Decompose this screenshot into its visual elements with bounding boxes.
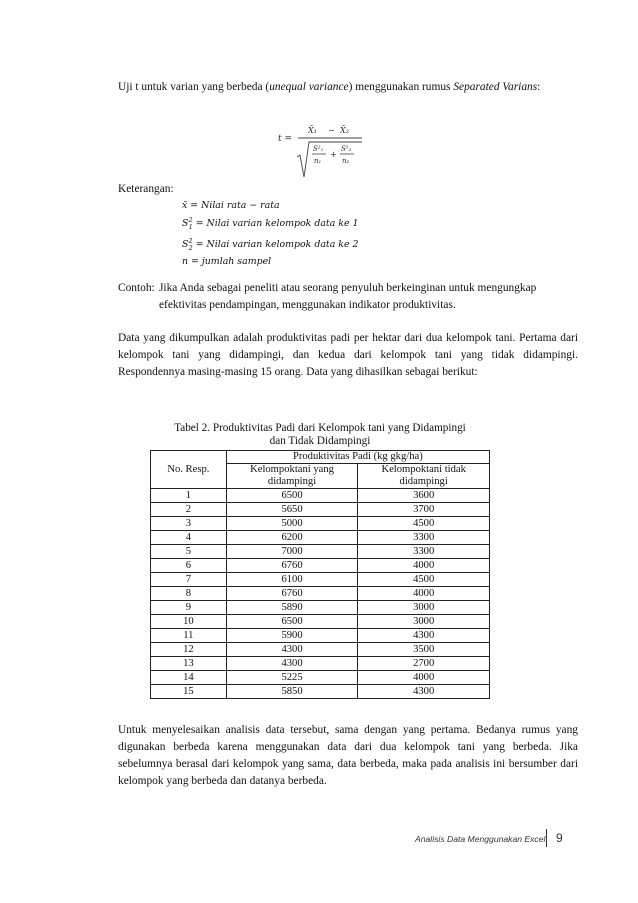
formula-n1: n₁ <box>314 157 322 165</box>
formula-sqrt-sign <box>297 142 362 177</box>
table-row: 11 5900 4300 <box>151 629 490 643</box>
table-row: 2 5650 3700 <box>151 503 490 517</box>
contoh-line-1: Jika Anda sebagai peneliti atau seorang penyuluh berkeinginan untuk mengungkap <box>159 282 537 294</box>
header-no-resp: No. Resp. <box>151 451 227 489</box>
header-productivity-group: Produktivitas Padi (kg gkg/ha) <box>226 451 489 464</box>
paragraph-data-description: Data yang dikumpulkan adalah produktivitas padi per hektar dari dua kelompok tani. Pertama dari kelompok tani yang didampingi, dan kedua dari kelompok tani yang tidak didampingi. Respondennya masing-masing 15 orang. Data yang dihasilkan sebagai berikut: <box>118 332 578 379</box>
productivity-table <box>150 450 490 699</box>
formula-lhs: t = <box>278 134 293 144</box>
table-row: 10 6500 3000 <box>151 615 490 629</box>
formula-plus: + <box>330 150 337 159</box>
legend-item-variance-1: $S^2_1$ = Nilai varian kelompok data ke 1 <box>182 216 359 231</box>
table-caption <box>150 422 490 448</box>
table-row: 7 6100 4500 <box>151 573 490 587</box>
intro-text-before: Uji t untuk varian yang berbeda ( <box>118 81 270 93</box>
contoh-label: Contoh: <box>118 282 155 294</box>
t-test-formula <box>278 124 362 180</box>
contoh-line-2: efektivitas pendampingan, menggunakan indikator produktivitas. <box>159 299 456 311</box>
formula-legend <box>182 199 358 269</box>
footer-book-title: Analisis Data Menggunakan Excel <box>415 834 546 844</box>
paragraph-analysis-note: Untuk menyelesaikan analisis data tersebut, sama dengan yang pertama. Bedanya rumus yang digunakan berbeda karena menggunakan data dari dua kelompok tani yang berbeda. Jika sebelumnya berasal dari kelompok yang sama, data berbeda, maka pada analisis ini bersumber dari kelompok yang berbeda dan datanya berbeda. <box>118 724 578 788</box>
formula-num-a: X̄₁ <box>308 126 317 135</box>
table-row: 3 5000 4500 <box>151 517 490 531</box>
legend-item-mean: x̄ = Nilai rata − rata <box>182 200 280 211</box>
keterangan-label: Keterangan: <box>118 183 174 195</box>
table-row: 4 6200 3300 <box>151 531 490 545</box>
intro-italic-separated: Separated Varians <box>453 81 538 93</box>
table-row: 5 7000 3300 <box>151 545 490 559</box>
header-tidak-didampingi: Kelompoktani tidak didampingi <box>358 464 490 489</box>
table-caption-line-2: dan Tidak Didampingi <box>269 435 371 447</box>
intro-italic-unequal: unequal variance <box>269 81 349 93</box>
table-row: 13 4300 2700 <box>151 657 490 671</box>
footer-separator <box>546 829 547 847</box>
table-row: 9 5890 3000 <box>151 601 490 615</box>
table-row: 6 6760 4000 <box>151 559 490 573</box>
intro-sentence <box>118 79 578 96</box>
table-caption-line-1: Tabel 2. Produktivitas Padi dari Kelompok tani yang Didampingi <box>174 422 466 434</box>
table-row: 1 6500 3600 <box>151 489 490 503</box>
table-row: 15 5850 4300 <box>151 685 490 699</box>
table-row: 14 5225 4000 <box>151 671 490 685</box>
header-didampingi: Kelompoktani yang didampingi <box>226 464 358 489</box>
intro-text-after: : <box>537 81 541 93</box>
table-body <box>151 489 490 699</box>
formula-s1: S²₁ <box>313 145 324 153</box>
legend-item-sample-size: n = jumlah sampel <box>182 256 272 267</box>
legend-item-variance-2: $S^2_2$ = Nilai varian kelompok data ke 2 <box>182 237 359 252</box>
page-number: 9 <box>556 831 563 845</box>
intro-text-middle: ) menggunakan rumus <box>348 81 454 93</box>
table-row: 12 4300 3500 <box>151 643 490 657</box>
formula-s2: S²₂ <box>341 145 352 153</box>
formula-num-b: X̄₂ <box>340 126 349 135</box>
formula-n2: n₂ <box>342 157 350 165</box>
table-row: 8 6760 4000 <box>151 587 490 601</box>
formula-num-op: − <box>328 126 335 135</box>
